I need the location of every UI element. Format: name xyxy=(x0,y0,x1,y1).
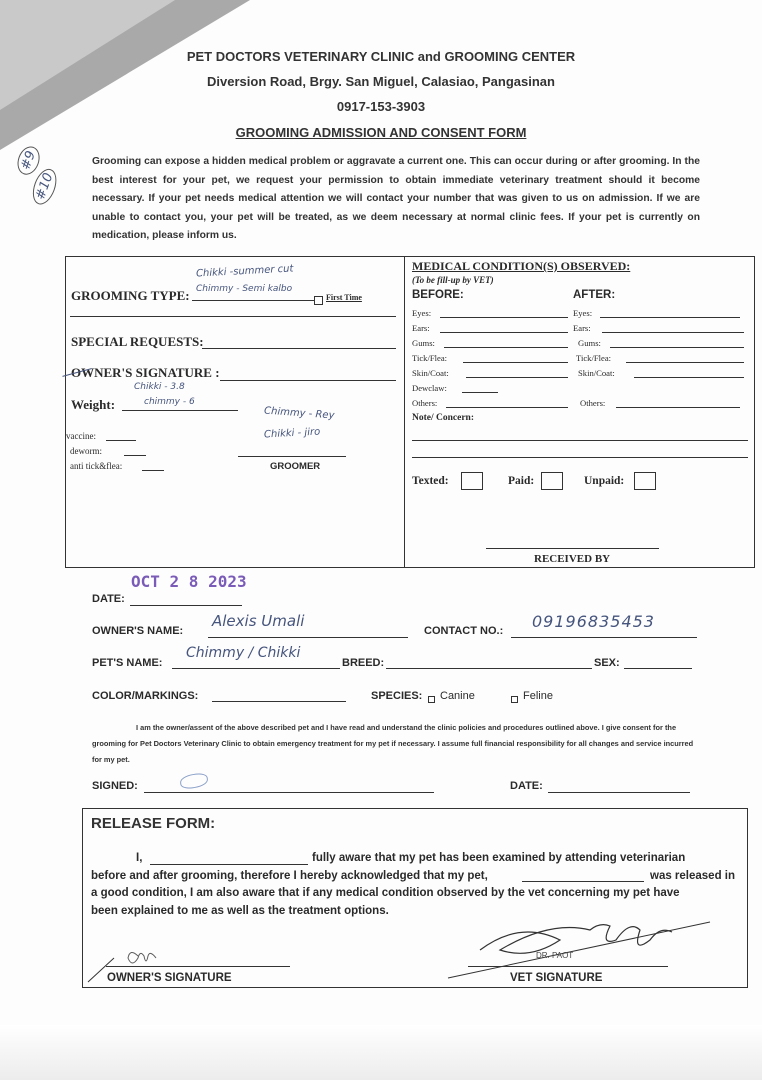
contact-label: CONTACT NO.: xyxy=(424,625,504,637)
owner-signature-scribble xyxy=(179,772,209,790)
texted-label: Texted: xyxy=(412,475,449,487)
vet-subtitle: (To be fill-up by VET) xyxy=(412,275,494,285)
date-stamp: OCT 2 8 2023 xyxy=(131,572,247,591)
release-text-2: fully aware that my pet has been examined by attending veterinarian xyxy=(312,852,686,864)
grooming-type-value-1: Chikki -summer cut xyxy=(195,263,294,280)
grooming-type-value-2: Chimmy - Semi kalbo xyxy=(196,284,293,294)
received-by-line xyxy=(486,548,659,549)
texted-checkbox[interactable] xyxy=(461,472,483,490)
note-concern-label: Note/ Concern: xyxy=(412,413,474,423)
signed-label: SIGNED: xyxy=(92,780,138,792)
unpaid-checkbox[interactable] xyxy=(634,472,656,490)
owner-signature-field[interactable] xyxy=(220,380,396,381)
groomer-value-1: Chimmy - Rey xyxy=(263,405,335,422)
owner-name-value[interactable]: Alexis Umali xyxy=(212,612,305,630)
weight-value-1: Chikki - 3.8 xyxy=(134,382,185,392)
intro-paragraph: Grooming can expose a hidden medical problem or aggravate a current one. This can occur during or after grooming. In the best interest for your pet, we request your permission to obtain immediate veterinary treatment should it become necessary. If your pet needs medical attention we will contact your number that was given to us on admission. If we are unable to contact you, your pet will be treated, as we deem necessary at normal clinic fees. If your pet is currently on medication, please inform us. xyxy=(92,156,700,242)
scan-bottom-edge xyxy=(0,1025,762,1080)
before-others-label: Others: xyxy=(412,398,438,408)
owner-release-signature-line xyxy=(106,966,290,967)
owner-name-release-field[interactable] xyxy=(150,864,308,865)
special-requests-field[interactable] xyxy=(202,348,396,349)
weight-label: Weight: xyxy=(71,397,116,412)
before-gums-label: Gums: xyxy=(412,338,435,348)
after-eyes-label: Eyes: xyxy=(573,308,593,318)
signed-date-label: DATE: xyxy=(510,780,543,792)
received-by-label: RECEIVED BY xyxy=(534,553,611,565)
paid-label: Paid: xyxy=(508,475,535,487)
owner-name-label: OWNER'S NAME: xyxy=(92,625,184,637)
breed-field[interactable] xyxy=(386,668,592,669)
column-divider xyxy=(404,256,405,568)
canine-label: Canine xyxy=(440,690,475,702)
paid-checkbox[interactable] xyxy=(541,472,563,490)
groomer-value-2: Chikki - jiro xyxy=(263,426,321,441)
consent-paragraph: I am the owner/assent of the above described pet and I have read and understand the clinic policies and procedures outlined above. I give consent for the grooming for Pet Doctors Veterinary Clinic to obtain emergency treatment for my pet if necessary. I assume full financial responsibility for all changes and service incurred for my pet. xyxy=(92,723,694,764)
date-label: DATE: xyxy=(92,593,125,605)
species-label: SPECIES: xyxy=(371,690,423,702)
vaccine-label: vaccine: xyxy=(66,431,96,441)
color-markings-label: COLOR/MARKINGS: xyxy=(92,690,199,702)
pet-name-release-field[interactable] xyxy=(522,881,644,882)
signed-field[interactable] xyxy=(144,792,434,793)
margin-note-1: #9 xyxy=(14,143,44,178)
breed-label: BREED: xyxy=(342,657,385,669)
anti-tick-label: anti tick&flea: xyxy=(70,461,123,471)
weight-value-2: chimmy - 6 xyxy=(144,397,195,407)
release-form-title: RELEASE FORM: xyxy=(91,815,216,832)
before-dewclaw-label: Dewclaw: xyxy=(412,383,447,393)
release-text-6: been explained to me as well as the treatment options. xyxy=(91,905,389,917)
first-time-label: First Time xyxy=(326,293,362,302)
contact-value[interactable]: 09196835453 xyxy=(532,612,655,631)
owner-signature-release-label: OWNER'S SIGNATURE xyxy=(107,972,232,984)
sex-label: SEX: xyxy=(594,657,620,669)
sex-field[interactable] xyxy=(624,668,692,669)
canine-checkbox[interactable] xyxy=(428,696,435,703)
date-field[interactable] xyxy=(130,605,242,606)
after-ears-label: Ears: xyxy=(573,323,591,333)
release-text-5: a good condition, I am also aware that if any medical condition observed by the vet concerning my pet have xyxy=(91,887,680,899)
grooming-type-label: GROOMING TYPE: xyxy=(71,288,190,303)
before-label: BEFORE: xyxy=(412,289,464,301)
clinic-address: Diversion Road, Brgy. San Miguel, Calasiao, Pangasinan xyxy=(207,74,555,89)
vet-signature-line xyxy=(468,966,668,967)
after-skin-coat-label: Skin/Coat: xyxy=(578,368,615,378)
before-ears-label: Ears: xyxy=(412,323,430,333)
after-others-label: Others: xyxy=(580,398,606,408)
release-text-1: I, xyxy=(136,852,143,864)
groomer-signature-line xyxy=(238,456,346,457)
deworm-label: deworm: xyxy=(70,446,102,456)
medical-condition-title: MEDICAL CONDITION(S) OBSERVED: xyxy=(412,259,631,273)
before-eyes-label: Eyes: xyxy=(412,308,432,318)
groomer-label: GROOMER xyxy=(270,461,321,472)
release-text-3: before and after grooming, therefore I hereby acknowledged that my pet, xyxy=(91,870,488,882)
after-tick-flea-label: Tick/Flea: xyxy=(576,353,612,363)
feline-label: Feline xyxy=(523,690,553,702)
pet-name-value[interactable]: Chimmy / Chikki xyxy=(186,645,301,661)
after-gums-label: Gums: xyxy=(578,338,601,348)
unpaid-label: Unpaid: xyxy=(584,475,625,487)
pet-name-label: PET'S NAME: xyxy=(92,657,163,669)
before-tick-flea-label: Tick/Flea: xyxy=(412,353,448,363)
feline-checkbox[interactable] xyxy=(511,696,518,703)
note-line-2[interactable] xyxy=(412,457,748,458)
form-title: GROOMING ADMISSION AND CONSENT FORM xyxy=(235,125,527,140)
release-text-4: was released in xyxy=(650,870,736,882)
note-line-1[interactable] xyxy=(412,440,748,441)
vet-stamp-text: DR. PAOT xyxy=(536,951,574,960)
first-time-checkbox[interactable] xyxy=(314,296,323,305)
color-markings-field[interactable] xyxy=(212,701,346,702)
after-label: AFTER: xyxy=(573,289,616,301)
before-skin-coat-label: Skin/Coat: xyxy=(412,368,449,378)
clinic-phone: 0917-153-3903 xyxy=(336,99,426,114)
owner-signature-label: OWNER'S SIGNATURE : xyxy=(71,365,220,380)
clinic-name: PET DOCTORS VETERINARY CLINIC and GROOMING CENTER xyxy=(186,49,576,64)
signed-date-field[interactable] xyxy=(548,792,690,793)
vet-signature-label: VET SIGNATURE xyxy=(510,972,603,984)
margin-note-2: #10 xyxy=(28,165,61,207)
special-requests-label: SPECIAL REQUESTS: xyxy=(71,334,204,349)
